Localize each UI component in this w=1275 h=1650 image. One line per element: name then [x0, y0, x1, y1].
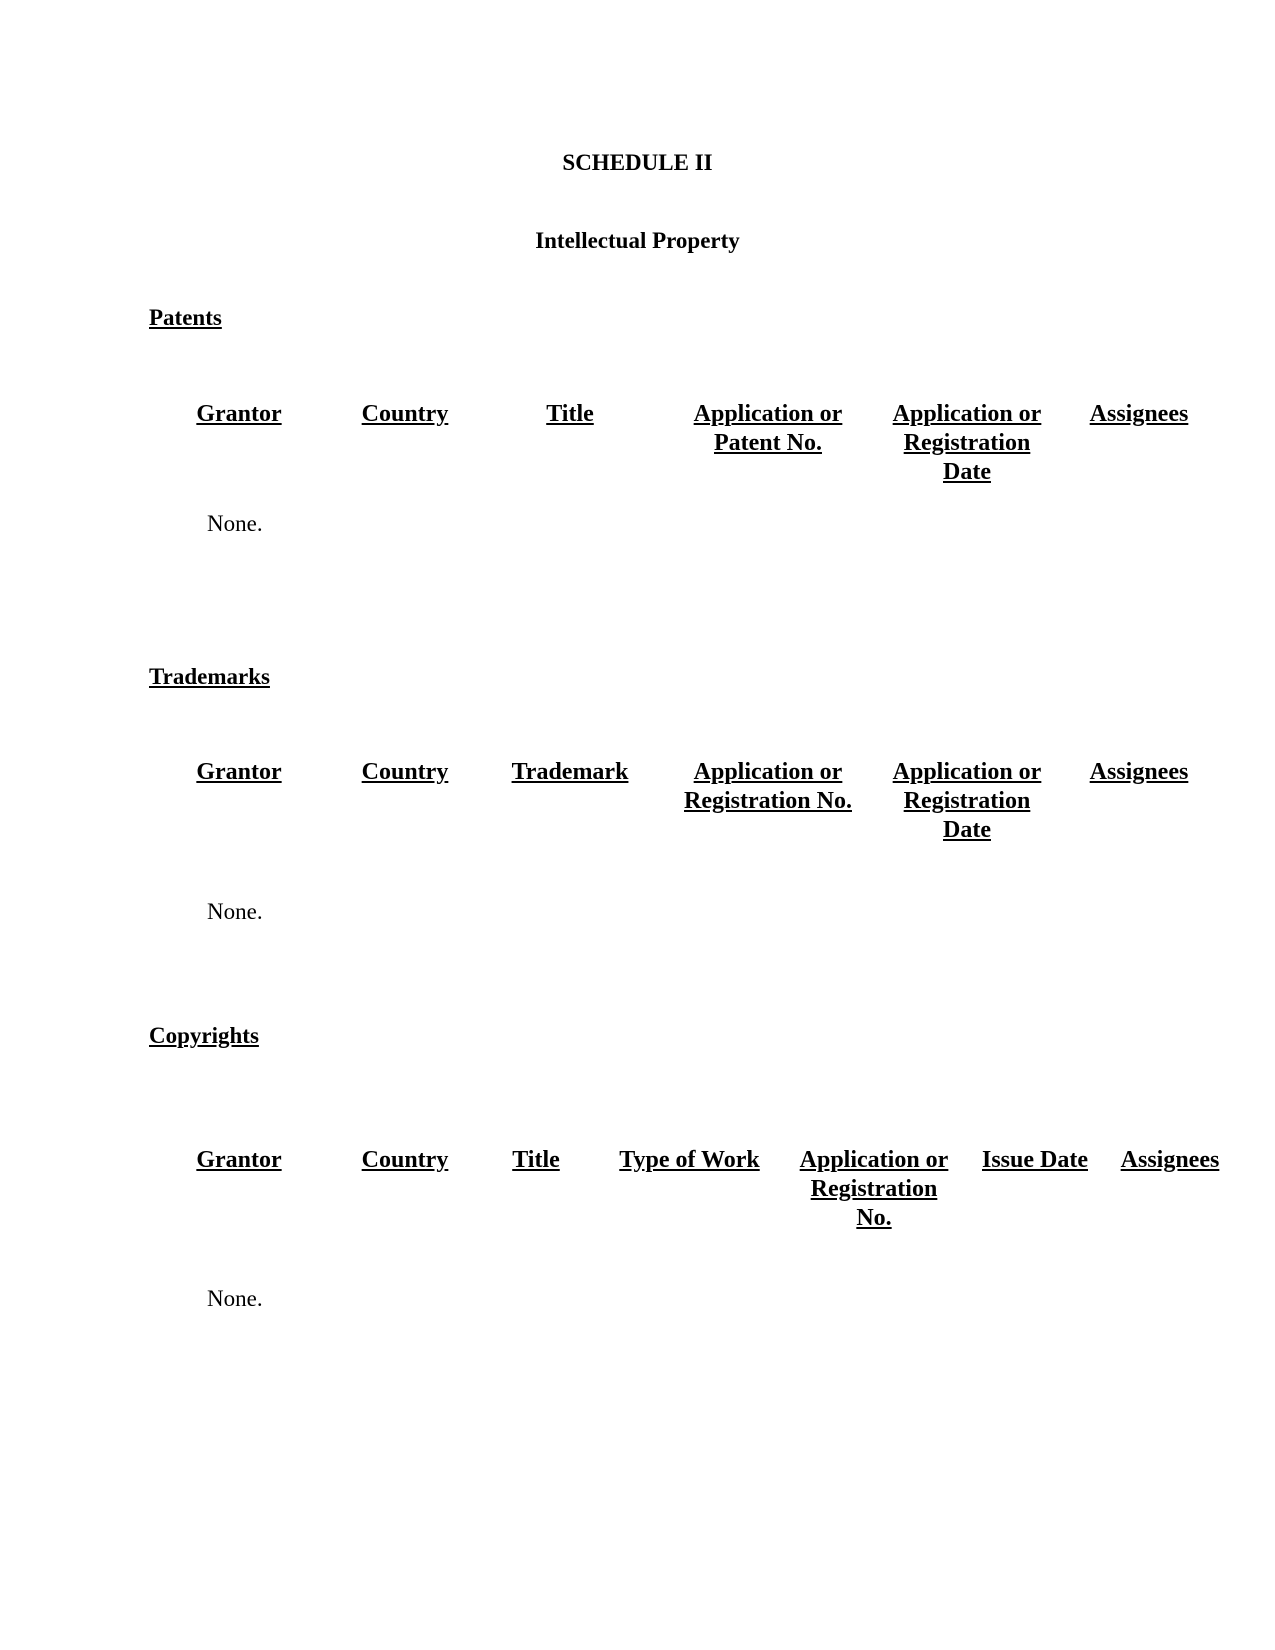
copyrights-heading: Copyrights — [149, 1023, 259, 1048]
patents-col-assignees: Assignees — [1089, 401, 1189, 427]
trademarks-col-trademark: Trademark — [511, 759, 629, 785]
copyrights-col-type-of-work: Type of Work — [619, 1147, 760, 1173]
patents-col-application-patent-no: Application or Patent No. — [693, 401, 843, 456]
trademarks-col-application-registration-date: Application or Registration Date — [892, 759, 1042, 843]
patents-col-country: Country — [361, 401, 449, 427]
copyrights-col-application-registration-no: Application or Registration No. — [799, 1147, 949, 1231]
copyrights-col-assignees: Assignees — [1120, 1147, 1220, 1173]
copyrights-col-country: Country — [361, 1147, 449, 1173]
trademarks-col-country: Country — [361, 759, 449, 785]
patents-col-application-registration-date: Application or Registration Date — [892, 401, 1042, 485]
copyrights-col-grantor: Grantor — [196, 1147, 282, 1173]
trademarks-heading: Trademarks — [149, 664, 270, 689]
copyrights-col-issue-date: Issue Date — [982, 1147, 1088, 1173]
patents-col-title: Title — [546, 401, 594, 427]
patents-heading: Patents — [149, 305, 222, 330]
trademarks-col-grantor: Grantor — [196, 759, 282, 785]
patents-col-grantor: Grantor — [196, 401, 282, 427]
page-title: SCHEDULE II — [562, 150, 713, 175]
trademarks-col-assignees: Assignees — [1089, 759, 1189, 785]
copyrights-col-title: Title — [512, 1147, 560, 1173]
copyrights-none-text: None. — [207, 1286, 263, 1311]
patents-none-text: None. — [207, 511, 263, 536]
page-subtitle: Intellectual Property — [535, 228, 740, 253]
trademarks-col-application-registration-no: Application or Registration No. — [684, 759, 852, 814]
trademarks-none-text: None. — [207, 899, 263, 924]
